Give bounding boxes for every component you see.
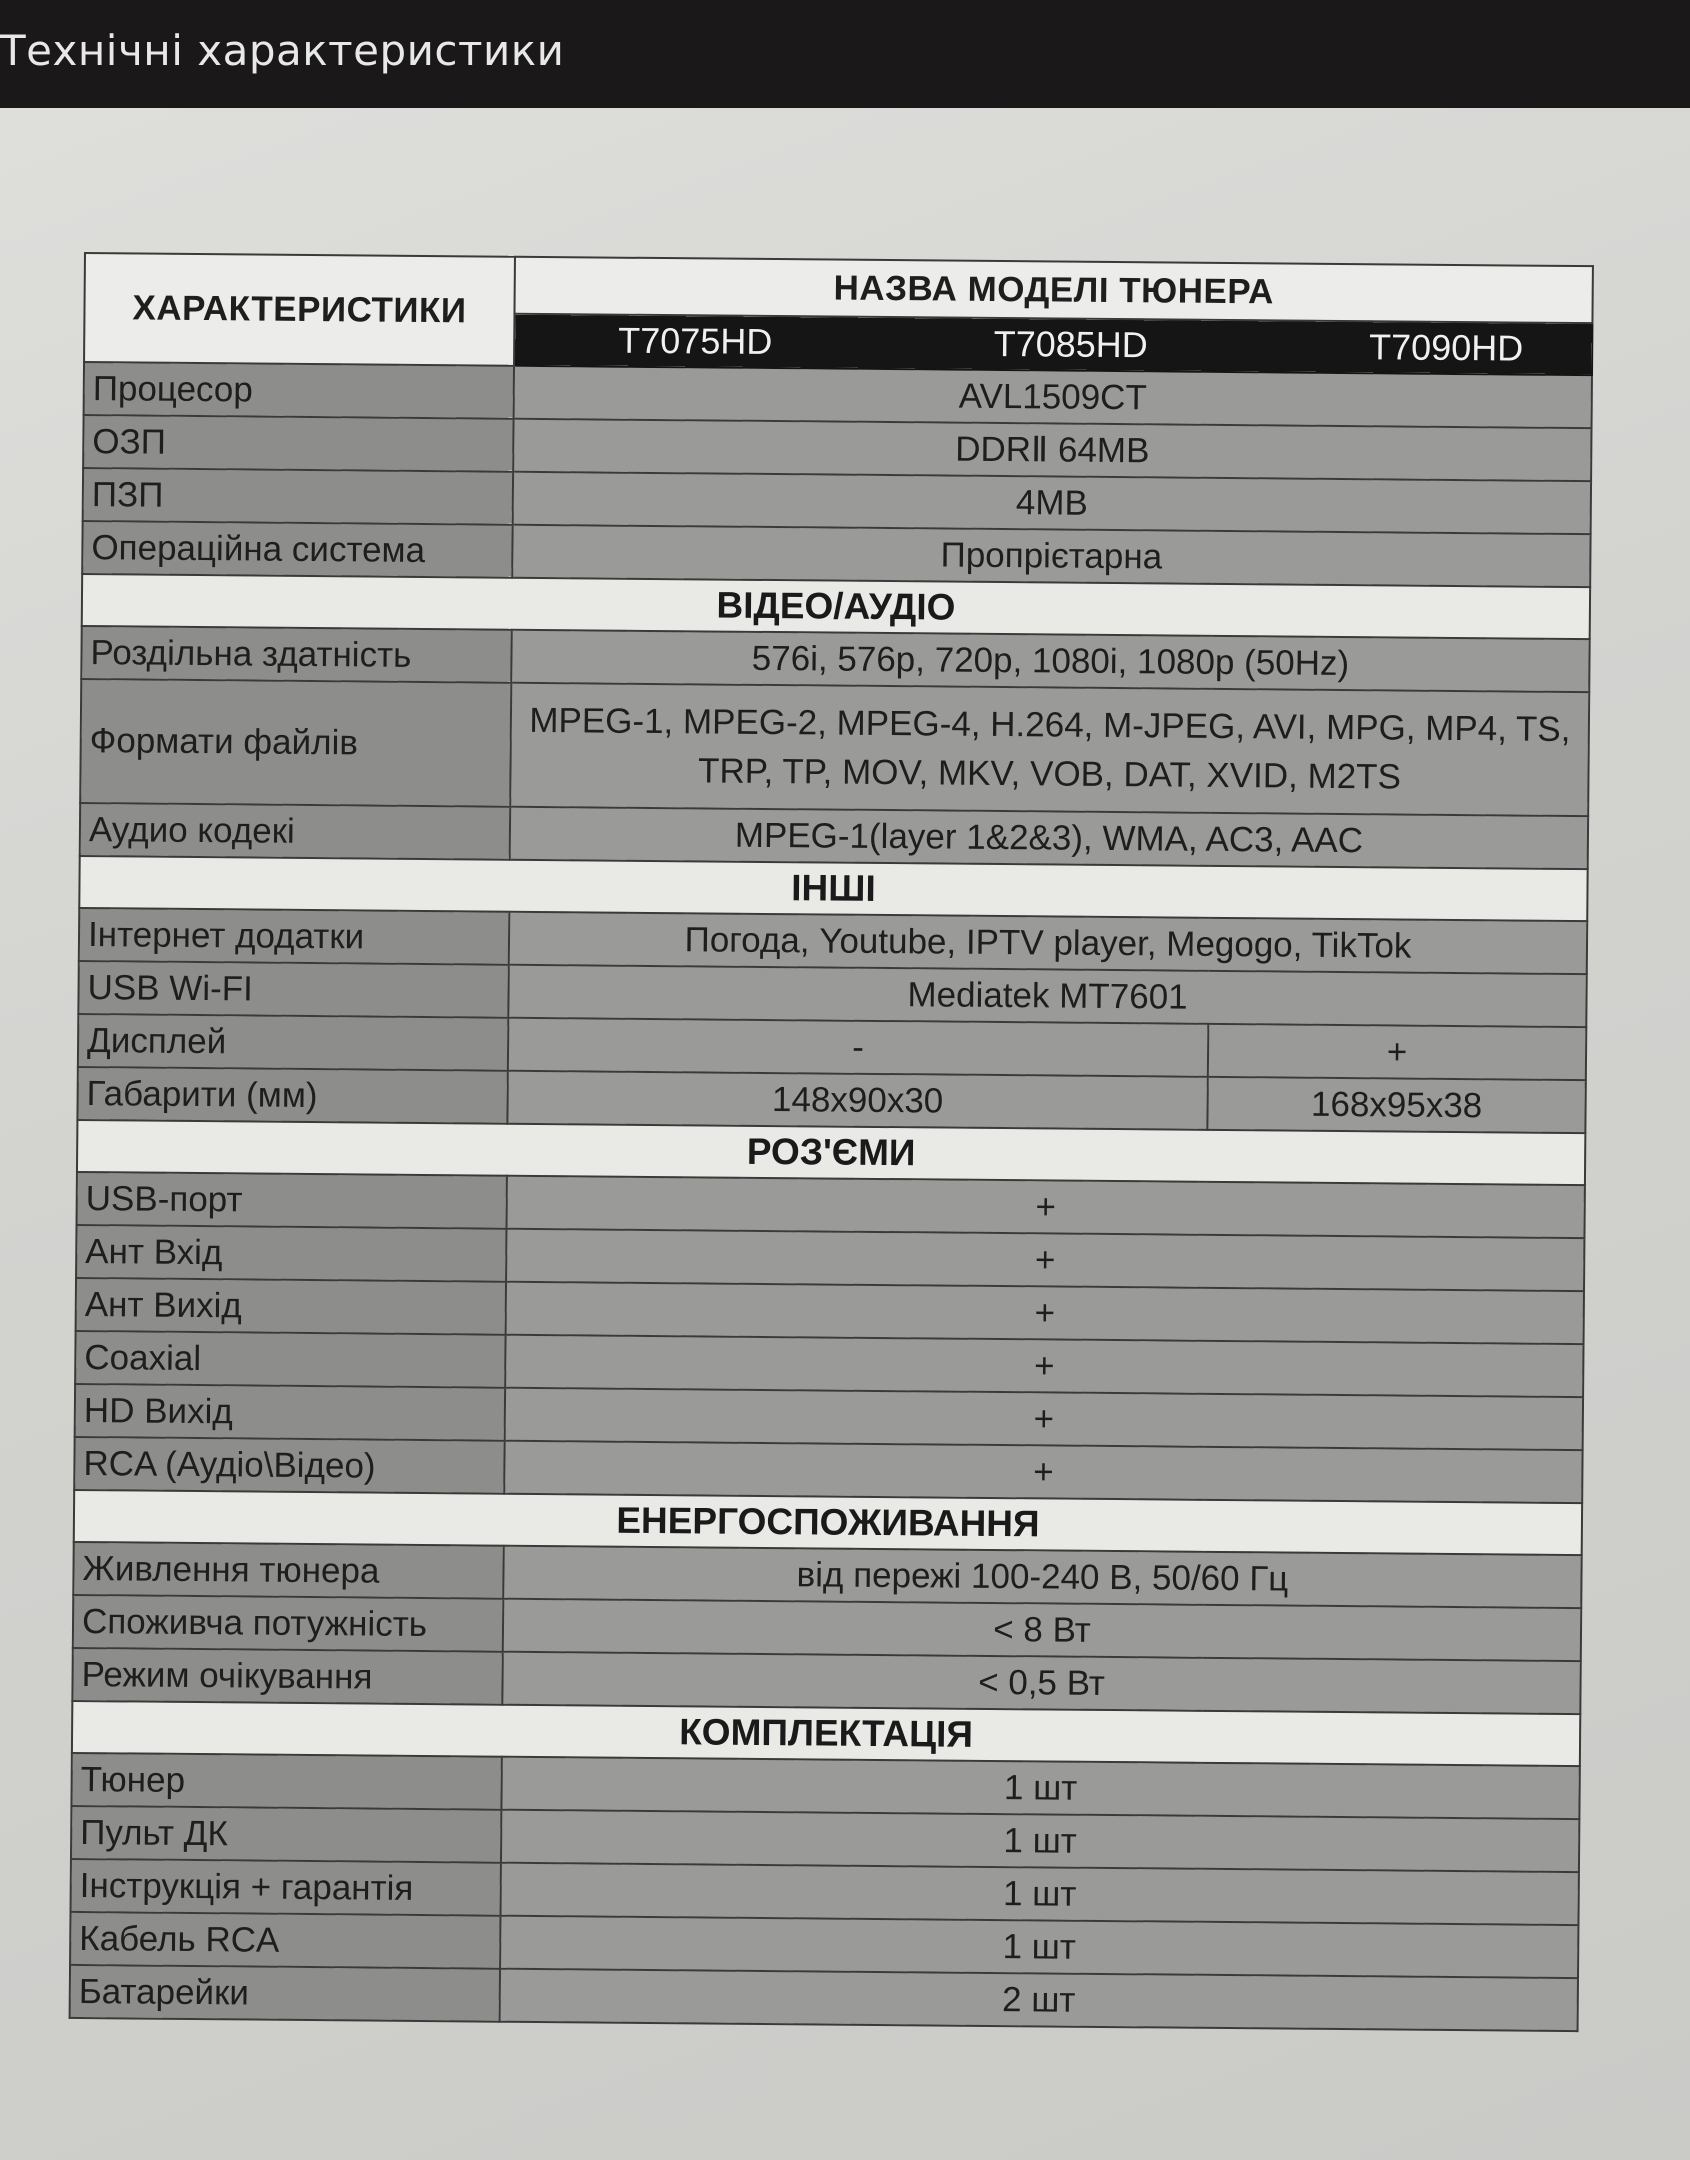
row-label: Тюнер <box>71 1753 501 1810</box>
row-value: 148x90x30 <box>507 1071 1207 1130</box>
row-label: Операційна система <box>82 521 512 578</box>
row-value: 1 шт <box>500 1916 1578 1978</box>
section-title-kit: КОМПЛЕКТАЦІЯ <box>72 1701 1580 1766</box>
row-value: + <box>506 1282 1584 1344</box>
model-name: T7085HD <box>993 322 1148 366</box>
row-label: Пульт ДК <box>71 1806 501 1863</box>
row-label: Режим очікування <box>72 1648 502 1705</box>
row-value: DDRⅡ 64MB <box>513 419 1591 481</box>
row-label: Інтернет додатки <box>79 908 509 965</box>
row-label: Ант Вихід <box>76 1278 506 1335</box>
header-title: НАЗВА МОДЕЛІ ТЮНЕРА <box>514 257 1592 323</box>
row-value: 1 шт <box>501 1757 1579 1819</box>
row-label: Кабель RCA <box>70 1912 500 1969</box>
row-value: + <box>505 1335 1583 1397</box>
table-row <box>80 679 1589 816</box>
row-value: MPEG-1(layer 1&2&3), WMA, AC3, AAC <box>510 807 1588 869</box>
section-title-other: ІНШІ <box>79 856 1587 921</box>
row-value: Mediatek MT7601 <box>508 965 1586 1027</box>
row-value: + <box>504 1441 1582 1503</box>
section-title-video: ВІДЕО/АУДІО <box>82 574 1590 639</box>
row-value: < 0,5 Вт <box>502 1652 1580 1714</box>
row-label: ПЗП <box>83 468 513 525</box>
row-label: Coaxial <box>75 1331 505 1388</box>
row-value: 1 шт <box>500 1863 1578 1925</box>
row-value: + <box>505 1388 1583 1450</box>
model-name: T7075HD <box>618 319 773 363</box>
row-value: AVL1509CT <box>514 366 1592 428</box>
row-label: Ант Вхід <box>76 1225 506 1282</box>
row-label: RCA (Аудіо\Відео) <box>74 1437 504 1494</box>
row-label: Процесор <box>84 362 514 419</box>
row-label: HD Вихід <box>75 1384 505 1441</box>
section-title-connectors: РОЗ'ЄМИ <box>77 1120 1585 1185</box>
row-value: < 8 Вт <box>503 1599 1581 1661</box>
model-list <box>514 314 1592 375</box>
row-value: Погода, Youtube, IPTV player, Megogo, TikTok <box>509 912 1587 974</box>
row-value: 4MB <box>513 472 1591 534</box>
row-value: MPEG-1, MPEG-2, MPEG-4, H.264, M-JPEG, AVI, MPG, MP4, TS, TRP, TP, MOV, MKV, VOB, DAT, XVID, M2TS <box>510 683 1589 816</box>
row-value: від пережі 100-240 В, 50/60 Гц <box>503 1546 1581 1608</box>
table-header-row <box>84 253 1592 323</box>
row-label: Формати файлів <box>80 679 511 807</box>
row-value: - <box>508 1018 1208 1077</box>
row-label: Споживча потужність <box>73 1595 503 1652</box>
model-name: T7090HD <box>1368 326 1524 369</box>
row-label: Дисплей <box>78 1014 508 1071</box>
row-label: Живлення тюнера <box>73 1542 503 1599</box>
section-title-power: ЕНЕРГОСПОЖИВАННЯ <box>74 1490 1582 1555</box>
row-label: USB-порт <box>77 1172 507 1229</box>
row-value: Пропрієтарна <box>512 525 1590 587</box>
row-value: 168x95x38 <box>1207 1077 1585 1133</box>
row-value: 576i, 576p, 720p, 1080i, 1080p (50Hz) <box>511 630 1589 692</box>
row-label: ОЗП <box>83 415 513 472</box>
row-label: Інструкція + гарантія <box>71 1859 501 1916</box>
page-title: Технічні характеристики <box>0 26 565 75</box>
header-label: ХАРАКТЕРИСТИКИ <box>84 253 515 366</box>
row-value: + <box>1208 1024 1586 1080</box>
row-label: Роздільна здатність <box>81 626 511 683</box>
row-value: + <box>506 1229 1584 1291</box>
row-label: Габарити (мм) <box>77 1067 507 1124</box>
spec-table <box>69 252 1594 2032</box>
row-value: 1 шт <box>501 1810 1579 1872</box>
row-value: + <box>506 1176 1584 1238</box>
row-label: Батарейки <box>70 1965 500 2022</box>
row-label: USB Wi-FI <box>78 961 508 1018</box>
row-label: Аудио кодекі <box>80 803 510 860</box>
row-value: 2 шт <box>500 1969 1578 2031</box>
top-bar <box>0 0 1690 108</box>
